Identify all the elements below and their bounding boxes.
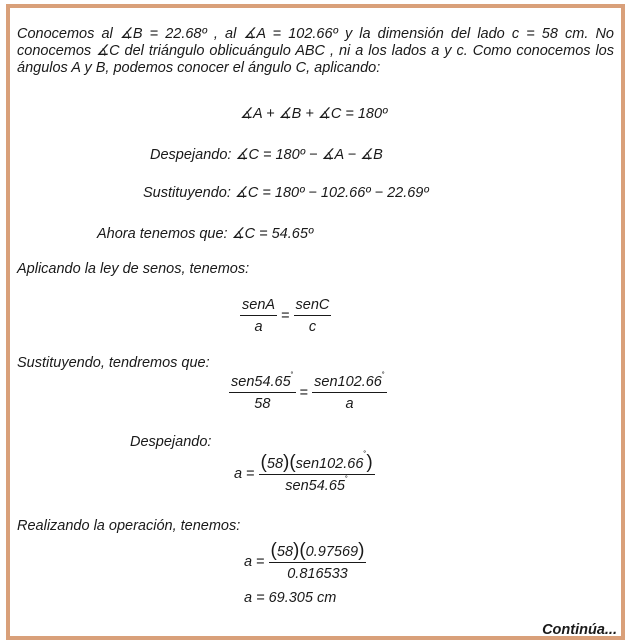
- ahora-label: Ahora tenemos que:: [97, 226, 228, 242]
- sustituyendo2-equation: $\frac{sen54.65^˚}{58}$ = $\frac{sen102.66^˚}{a}$: [231, 371, 385, 412]
- despejando-expression: ∡C = 180º − ∡A − ∡B: [235, 147, 383, 163]
- realizando-fraction: $\frac{(58)(0.97569)}{0.816533}$: [270, 540, 365, 582]
- realizando-intro: Realizando la operación, tenemos:: [17, 518, 241, 534]
- continua-label: Continúa...: [542, 622, 617, 638]
- ley-senos-right-fraction: $\frac{\text{senC}}{c}$: [295, 297, 330, 335]
- ahora-row: [97, 226, 313, 243]
- sust2-right-fraction: $\frac{sen102.66^˚}{a}$: [314, 371, 385, 412]
- ley-senos-equation: $\frac{\text{senA}}{a}$ = $\frac{\text{senC}}{c}$: [242, 297, 330, 335]
- intro-paragraph: Conocemos al ∡B = 22.68º , al ∡A = 102.66º y la dimensión del lado c = 58 cm. No conocemos ∡C del triángulo oblicuángulo ABC , ni a los lados a y c. Como conocemos los ángulos A y B, podemos conocer el ángulo C, aplicando:: [17, 26, 614, 76]
- result-line: a = 69.305 cm: [244, 590, 337, 606]
- ahora-expression: ∡C = 54.65º: [231, 226, 314, 242]
- angle-sum-equation: ∡A + ∡B + ∡C = 180º: [240, 106, 388, 122]
- despejando-row: [150, 147, 383, 164]
- sustituyendo-expression: ∡C = 180º − 102.66º − 22.69º: [234, 185, 429, 201]
- despejando-label: Despejando:: [150, 147, 232, 163]
- despejando2-equation: a = $\frac{(58)(sen102.66^˚)}{sen54.65^˚}$: [234, 450, 373, 494]
- ley-senos-intro: Aplicando la ley de senos, tenemos:: [17, 261, 250, 277]
- ley-senos-left-fraction: $\frac{\text{senA}}{a}$: [242, 297, 276, 335]
- realizando-equation: a = $\frac{(58)(0.97569)}{0.816533}$: [244, 540, 365, 582]
- sustituyendo-label: Sustituyendo:: [143, 185, 231, 201]
- sust2-left-fraction: $\frac{sen54.65^˚}{58}$: [231, 371, 294, 412]
- sustituyendo2-intro: Sustituyendo, tendremos que:: [17, 355, 210, 371]
- despejando2-fraction: $\frac{(58)(sen102.66^˚)}{sen54.65^˚}$: [260, 450, 373, 494]
- despejando2-label: Despejando:: [130, 434, 212, 450]
- sustituyendo-row: [143, 185, 429, 202]
